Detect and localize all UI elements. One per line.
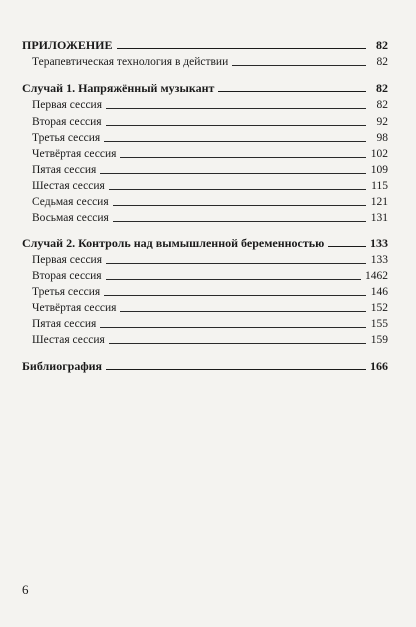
toc-leader [106,279,361,280]
toc-entry-title: ПРИЛОЖЕНИЕ [22,38,113,52]
toc-entry-page: 82 [376,38,388,52]
toc-entry [32,131,388,145]
toc-entry-page: 82 [376,56,388,68]
toc-appendix [22,38,388,52]
toc-entry-title: Пятая сессия [32,164,97,176]
toc-entry-title: Восьмая сессия [32,212,109,224]
toc-leader [120,157,366,158]
toc-entry-page: 92 [376,116,388,128]
toc-leader [106,369,366,370]
toc-entry-page: 82 [376,99,388,111]
toc-entry-title: Седьмая сессия [32,196,109,208]
toc-leader [106,263,366,264]
toc-entry [32,285,388,299]
toc-leader [109,189,366,190]
toc-entry-title: Четвёртая сессия [32,302,117,314]
toc-entry [32,179,388,193]
toc-entry [32,333,388,347]
toc-leader [106,108,366,109]
toc-leader [117,48,366,49]
toc-entry-page: 98 [376,132,388,144]
toc-entry-title: Первая сессия [32,254,102,266]
toc-leader [113,221,366,222]
toc-entry [32,55,388,69]
toc-entry-title: Шестая сессия [32,334,105,346]
toc-leader [113,205,366,206]
toc-entry [32,147,388,161]
toc-leader [100,173,366,174]
toc-entry-page: 159 [370,334,388,346]
toc-entry [32,98,388,112]
toc-entry-title: Первая сессия [32,99,102,111]
toc-entry-page: 133 [370,254,388,266]
toc-entry [32,211,388,225]
toc-entry-page: 166 [370,359,388,373]
toc-entry-title: Вторая сессия [32,116,102,128]
toc-case-1 [22,81,388,95]
toc-entry-page: 1462 [365,270,388,282]
toc-entry [32,195,388,209]
toc-entry [32,317,388,331]
toc-entry-page: 82 [376,81,388,95]
toc-entry-title: Вторая сессия [32,270,102,282]
toc-entry-page: 155 [370,318,388,330]
toc-leader [232,65,366,66]
toc-entry-title: Третья сессия [32,286,101,298]
toc-leader [100,327,366,328]
toc-bibliography [22,359,388,373]
toc-entry-page: 133 [370,236,388,250]
toc-entry-title: Четвёртая сессия [32,148,117,160]
toc-entry-page: 152 [370,302,388,314]
toc-entry-title: Случай 2. Контроль над вымышленной беременностью [22,236,325,250]
toc-entry-title: Шестая сессия [32,180,105,192]
toc-leader [328,246,366,247]
toc-entry-title: Пятая сессия [32,318,97,330]
toc-entry-title: Третья сессия [32,132,101,144]
toc-leader [218,91,366,92]
toc-entry [32,115,388,129]
toc-entry-page: 146 [370,286,388,298]
toc-entry [32,163,388,177]
toc-entry-page: 102 [370,148,388,160]
toc-leader [109,343,366,344]
toc-case-2 [22,236,388,250]
toc-leader [120,311,366,312]
page-number: 6 [22,582,29,597]
toc-leader [104,295,366,296]
toc-leader [106,125,366,126]
toc-entry-page: 115 [371,180,388,192]
toc-entry [32,269,388,283]
toc-entry-page: 131 [370,212,388,224]
toc-entry [32,301,388,315]
toc-entry-page: 121 [370,196,388,208]
toc-leader [104,141,366,142]
toc-entry-title: Терапевтическая технология в действии [32,56,229,68]
toc-entry [32,253,388,267]
toc-entry-page: 109 [370,164,388,176]
toc-entry-title: Случай 1. Напряжённый музыкант [22,81,215,95]
toc-entry-title: Библиография [22,359,103,373]
